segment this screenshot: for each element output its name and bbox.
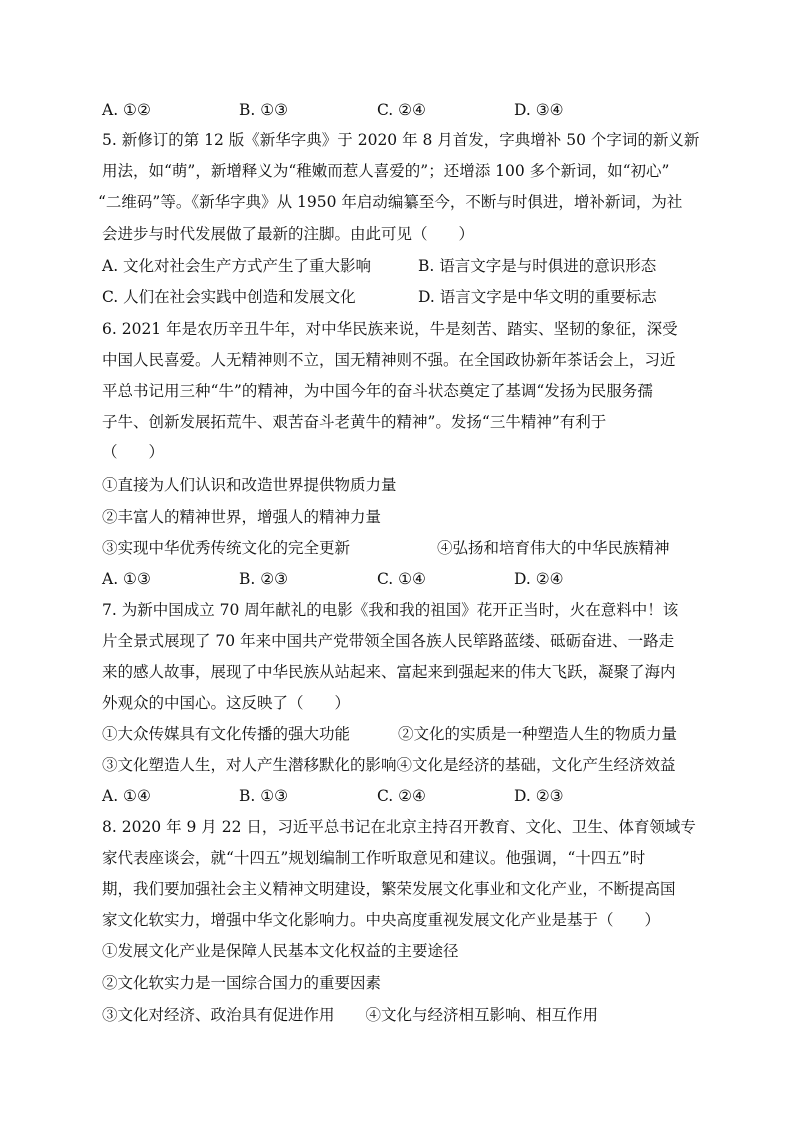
q7-line-4: 外观众的中国心。这反映了（ ） bbox=[102, 694, 351, 712]
q7-option-b: B. ①③ bbox=[239, 787, 289, 805]
q7-item-2: ②文化的实质是一种塑造人生的物质力量 bbox=[398, 725, 678, 743]
q4-option-a: A. ①② bbox=[102, 101, 151, 119]
q7-line-1: 7. 为新中国成立 70 周年献礼的电影《我和我的祖国》花开正当时，火在意料中！该 bbox=[102, 601, 679, 619]
q7-item-3: ③文化塑造人生，对人产生潜移默化的影响④文化是经济的基础，文化产生经济效益 bbox=[102, 756, 676, 774]
q6-item-1: ①直接为人们认识和改造世界提供物质力量 bbox=[102, 476, 397, 494]
q4-option-d: D. ③④ bbox=[514, 101, 564, 119]
q6-option-c: C. ①④ bbox=[377, 570, 426, 588]
q5-line-4: 会进步与时代发展做了最新的注脚。由此可见（ ） bbox=[102, 225, 475, 243]
q8-item-3: ③文化对经济、政治具有促进作用 ④文化与经济相互影响、相互作用 bbox=[102, 1006, 599, 1024]
q6-line-1: 6. 2021 年是农历辛丑牛年，对中华民族来说，牛是刻苦、踏实、坚韧的象征，深受 bbox=[102, 320, 678, 338]
q4-option-b: B. ①③ bbox=[239, 101, 289, 119]
q5-option-c: C. 人们在社会实践中创造和发展文化 bbox=[102, 288, 356, 306]
q6-item-2: ②丰富人的精神世界，增强人的精神力量 bbox=[102, 508, 382, 526]
q8-line-4: 家文化软实力，增强中华文化影响力。中央高度重视发展文化产业是基于（ ） bbox=[102, 911, 661, 929]
q6-line-4: 子牛、创新发展拓荒牛、艰苦奋斗老黄牛的精神”。发扬“三牛精神”有利于 bbox=[102, 413, 607, 431]
q6-item-3: ③实现中华优秀传统文化的完全更新 bbox=[102, 539, 351, 557]
q5-line-1: 5. 新修订的第 12 版《新华字典》于 2020 年 8 月首发，字典增补 50 个字词的新义新 bbox=[102, 131, 700, 149]
q6-line-2: 中国人民喜爱。人无精神则不立，国无精神则不强。在全国政协新年茶话会上，习近 bbox=[102, 351, 676, 369]
q7-line-2: 片全景式展现了 70 年来中国共产党带领全国各族人民筚路蓝缕、砥砺奋进、一路走 bbox=[102, 632, 675, 650]
q7-option-d: D. ②③ bbox=[514, 787, 564, 805]
q6-option-b: B. ②③ bbox=[239, 570, 289, 588]
q6-line-5: （ ） bbox=[102, 443, 165, 461]
q6-option-a: A. ①③ bbox=[102, 570, 151, 588]
q4-option-c: C. ②④ bbox=[377, 101, 426, 119]
q6-option-d: D. ②④ bbox=[514, 570, 564, 588]
q5-option-a: A. 文化对社会生产方式产生了重大影响 bbox=[102, 257, 372, 275]
q7-option-c: C. ②④ bbox=[377, 787, 426, 805]
q8-line-3: 期，我们要加强社会主义精神文明建设，繁荣发展文化事业和文化产业，不断提高国 bbox=[102, 880, 676, 898]
q8-line-2: 家代表座谈会，就“十四五”规划编制工作听取意见和建议。他强调，“十四五”时 bbox=[102, 849, 646, 867]
q8-line-1: 8. 2020 年 9 月 22 日，习近平总书记在北京主持召开教育、文化、卫生、体育领域专 bbox=[102, 818, 696, 836]
q7-item-1: ①大众传媒具有文化传播的强大功能 bbox=[102, 725, 351, 743]
q5-option-d: D. 语言文字是中华文明的重要标志 bbox=[418, 288, 657, 306]
q8-item-1: ①发展文化产业是保障人民基本文化权益的主要途径 bbox=[102, 942, 459, 960]
q7-line-3: 来的感人故事，展现了中华民族从站起来、富起来到强起来的伟大飞跃，凝聚了海内 bbox=[102, 663, 676, 681]
q6-line-3: 平总书记用三种“牛”的精神，为中国今年的奋斗状态奠定了基调“发扬为民服务孺 bbox=[102, 382, 653, 400]
q5-line-2: 用法，如“萌”，新增释义为“稚嫩而惹人喜爱的”；还增添 100 多个新词，如“初心” bbox=[102, 162, 670, 180]
q7-option-a: A. ①④ bbox=[102, 787, 151, 805]
q8-item-2: ②文化软实力是一国综合国力的重要因素 bbox=[102, 974, 382, 992]
q6-item-4: ④弘扬和培育伟大的中华民族精神 bbox=[437, 539, 670, 557]
q5-line-3: “二维码”等。《新华字典》从 1950 年启动编纂至今，不断与时俱进，增补新词，为社 bbox=[98, 193, 683, 211]
q5-option-b: B. 语言文字是与时俱进的意识形态 bbox=[418, 257, 657, 275]
